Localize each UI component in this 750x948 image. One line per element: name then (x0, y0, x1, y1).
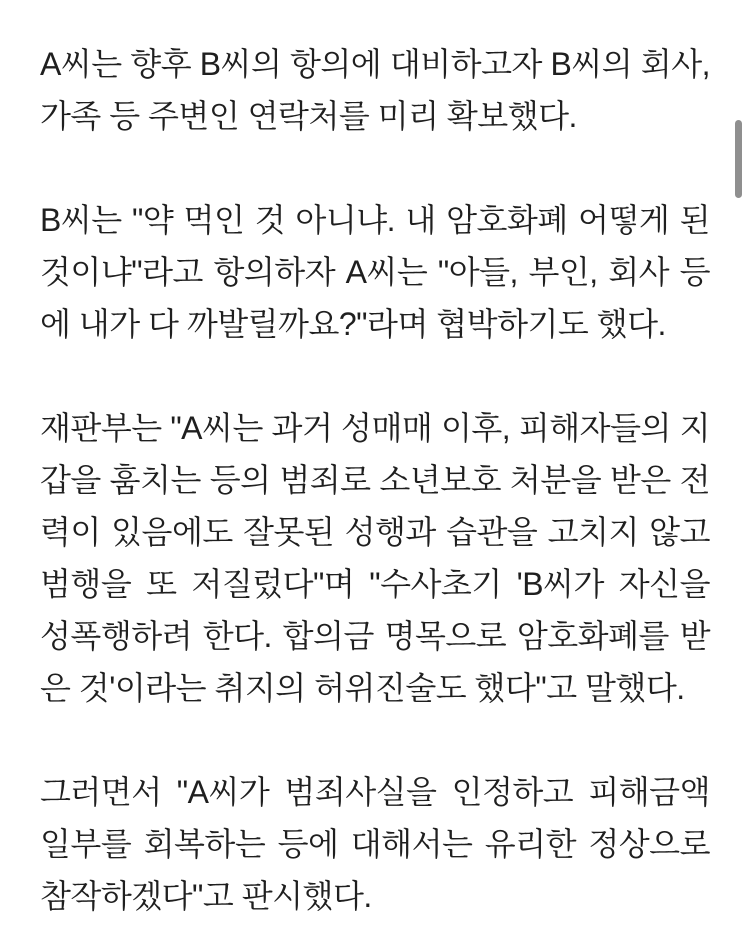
article-paragraph: 재판부는 "A씨는 과거 성매매 이후, 피해자들의 지갑을 훔치는 등의 범죄로 소년보호 처분을 받은 전력이 있음에도 잘못된 성행과 습관을 고치지 않고 범행을 또 저질렀다"며 "수사초기 'B씨가 자신을 성폭행하려 한다. 합의금 명목으로 암호화폐를 받은 것'이라는 취지의 허위진술도 했다"고 말했다. (40, 410, 710, 706)
article-paragraph: 그러면서 "A씨가 범죄사실을 인정하고 피해금액 일부를 회복하는 등에 대해서는 유리한 정상으로 참작하겠다"고 판시했다. (40, 774, 710, 914)
article-paragraph: A씨는 향후 B씨의 항의에 대비하고자 B씨의 회사, 가족 등 주변인 연락처를 미리 확보했다. (40, 46, 710, 134)
article-paragraph: B씨는 "약 먹인 것 아니냐. 내 암호화폐 어떻게 된 것이냐"라고 항의하자 A씨는 "아들, 부인, 회사 등에 내가 다 까발릴까요?"라며 협박하기도 했다. (40, 202, 710, 342)
scrollbar-thumb[interactable] (735, 120, 742, 198)
